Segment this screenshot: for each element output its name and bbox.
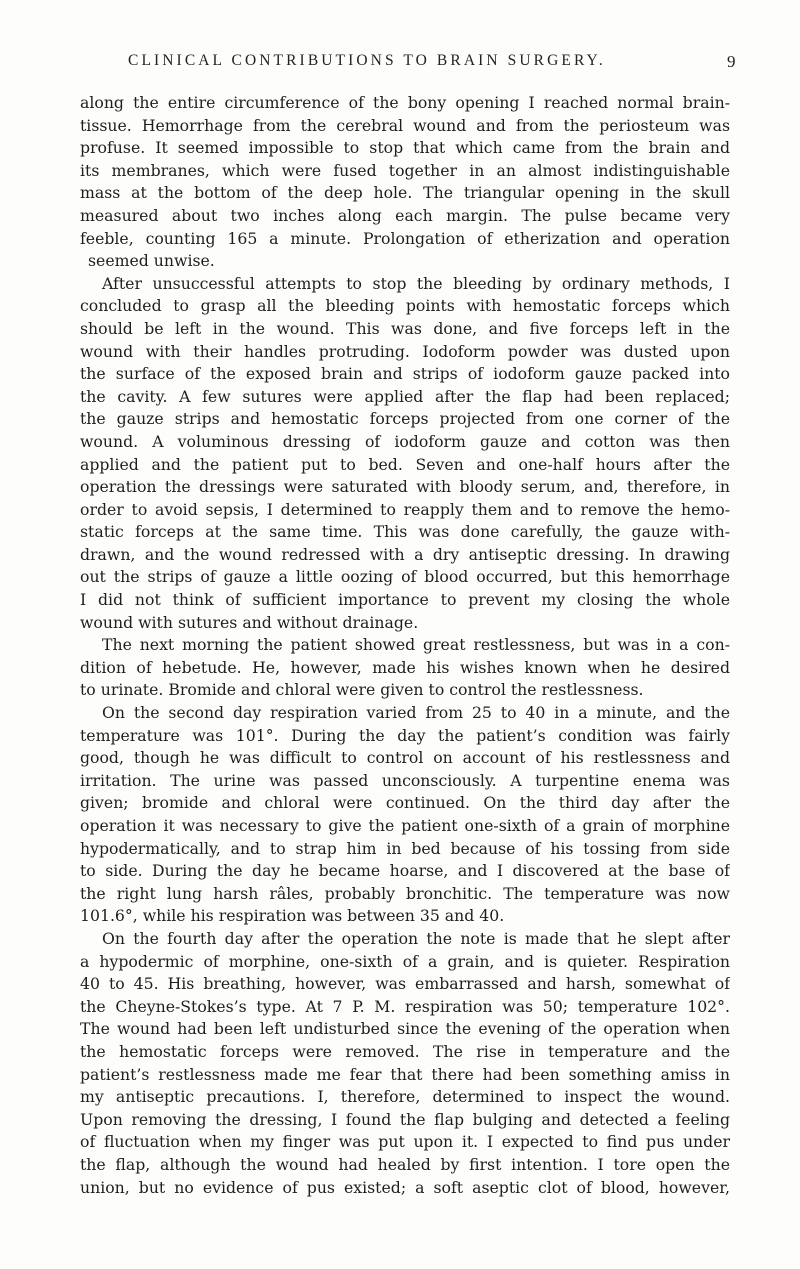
text-line: 40 to 45. His breathing, however, was embarrassed and harsh, somewhat of xyxy=(80,974,730,994)
paragraph-first-line: The next morning the patient showed great restlessness, but was in a con- xyxy=(102,635,730,655)
text-line: static forceps at the same time. This was done carefully, the gauze with- xyxy=(80,522,730,542)
text-line: feeble, counting 165 a minute. Prolongation of etherization and operation xyxy=(80,228,730,248)
text-line: profuse. It seemed impossible to stop that which came from the brain and xyxy=(80,138,730,158)
text-line: should be left in the wound. This was done, and five forceps left in the xyxy=(80,318,730,338)
text-line: the right lung harsh râles, probably bronchitic. The temperature was now xyxy=(80,883,730,903)
text-line: good, though he was difficult to control on account of his restlessness and xyxy=(80,748,730,768)
paragraph-first-line: On the fourth day after the operation the note is made that he slept after xyxy=(102,928,730,948)
text-line: temperature was 101°. During the day the patient’s condition was fairly xyxy=(80,725,730,745)
running-title: CLINICAL CONTRIBUTIONS TO BRAIN SURGERY. xyxy=(128,52,606,69)
text-line: The wound had been left undisturbed since the evening of the operation when xyxy=(80,1019,730,1039)
text-line: of fluctuation when my finger was put upon it. I expected to find pus under xyxy=(80,1132,730,1152)
text-line: Upon removing the dressing, I found the flap bulging and detected a feeling xyxy=(80,1109,730,1129)
text-line: out the strips of gauze a little oozing of blood occurred, but this hemorrhage xyxy=(80,567,730,587)
paragraph-first-line: After unsuccessful attempts to stop the bleeding by ordinary methods, I xyxy=(102,273,730,293)
text-line: its membranes, which were fused together in an almost indistinguishable xyxy=(80,160,730,180)
text-line: dition of hebetude. He, however, made his wishes known when he desired xyxy=(80,657,730,677)
text-line: wound with their handles protruding. Iodoform powder was dusted upon xyxy=(80,341,730,361)
text-line: to side. During the day he became hoarse, and I discovered at the base of xyxy=(80,861,730,881)
text-line: mass at the bottom of the deep hole. The triangular opening in the skull xyxy=(80,183,730,203)
text-line: drawn, and the wound redressed with a dry antiseptic dressing. In drawing xyxy=(80,544,730,564)
text-line: I did not think of sufficient importance to prevent my closing the whole xyxy=(80,590,730,610)
text-line: applied and the patient put to bed. Seven and one-half hours after the xyxy=(80,454,730,474)
running-head xyxy=(128,52,673,76)
text-line: wound. A voluminous dressing of iodoform gauze and cotton was then xyxy=(80,431,730,451)
text-line: union, but no evidence of pus existed; a soft aseptic clot of blood, however, xyxy=(80,1177,730,1197)
text-line: measured about two inches along each margin. The pulse became very xyxy=(80,205,730,225)
text-line: operation the dressings were saturated with bloody serum, and, therefore, in xyxy=(80,477,730,497)
text-line: patient’s restlessness made me fear that there had been something amiss in xyxy=(80,1064,730,1084)
text-line: the Cheyne-Stokes’s type. At 7 P. M. respiration was 50; temperature 102°. xyxy=(80,996,730,1016)
text-line: tissue. Hemorrhage from the cerebral wound and from the periosteum was xyxy=(80,115,730,135)
text-line: hypodermatically, and to strap him in bed because of his tossing from side xyxy=(80,838,730,858)
text-line: wound with sutures and without drainage. xyxy=(80,612,419,632)
text-line: order to avoid sepsis, I determined to reapply them and to remove the hemo- xyxy=(80,499,730,519)
text-line: seemed unwise. xyxy=(88,251,215,271)
text-line: operation it was necessary to give the patient one-sixth of a grain of morphine xyxy=(80,816,730,835)
text-line: the gauze strips and hemostatic forceps projected from one corner of the xyxy=(80,409,730,429)
text-line: my antiseptic precautions. I, therefore, determined to inspect the wound. xyxy=(80,1087,730,1107)
text-line: along the entire circumference of the bony opening I reached normal brain- xyxy=(80,93,730,112)
text-line: 101.6°, while his respiration was between 35 and 40. xyxy=(80,906,505,926)
text-line: irritation. The urine was passed unconsciously. A turpentine enema was xyxy=(80,770,730,790)
text-line: concluded to grasp all the bleeding points with hemostatic forceps which xyxy=(80,296,730,316)
text-line: given; bromide and chloral were continued. On the third day after the xyxy=(80,793,730,813)
text-line: the surface of the exposed brain and strips of iodoform gauze packed into xyxy=(80,364,730,384)
page-number: 9 xyxy=(727,52,736,71)
text-line: the cavity. A few sutures were applied after the flap had been replaced; xyxy=(80,386,730,406)
text-line: a hypodermic of morphine, one-sixth of a grain, and is quieter. Respiration xyxy=(80,951,730,971)
body-text xyxy=(80,92,730,1199)
paragraph-first-line: On the second day respiration varied from 25 to 40 in a minute, and the xyxy=(102,703,730,723)
text-line: the hemostatic forceps were removed. The rise in temperature and the xyxy=(80,1041,730,1061)
text-line: the flap, although the wound had healed by first intention. I tore open the xyxy=(80,1154,730,1174)
text-line: to urinate. Bromide and chloral were given to control the restlessness. xyxy=(80,680,644,700)
